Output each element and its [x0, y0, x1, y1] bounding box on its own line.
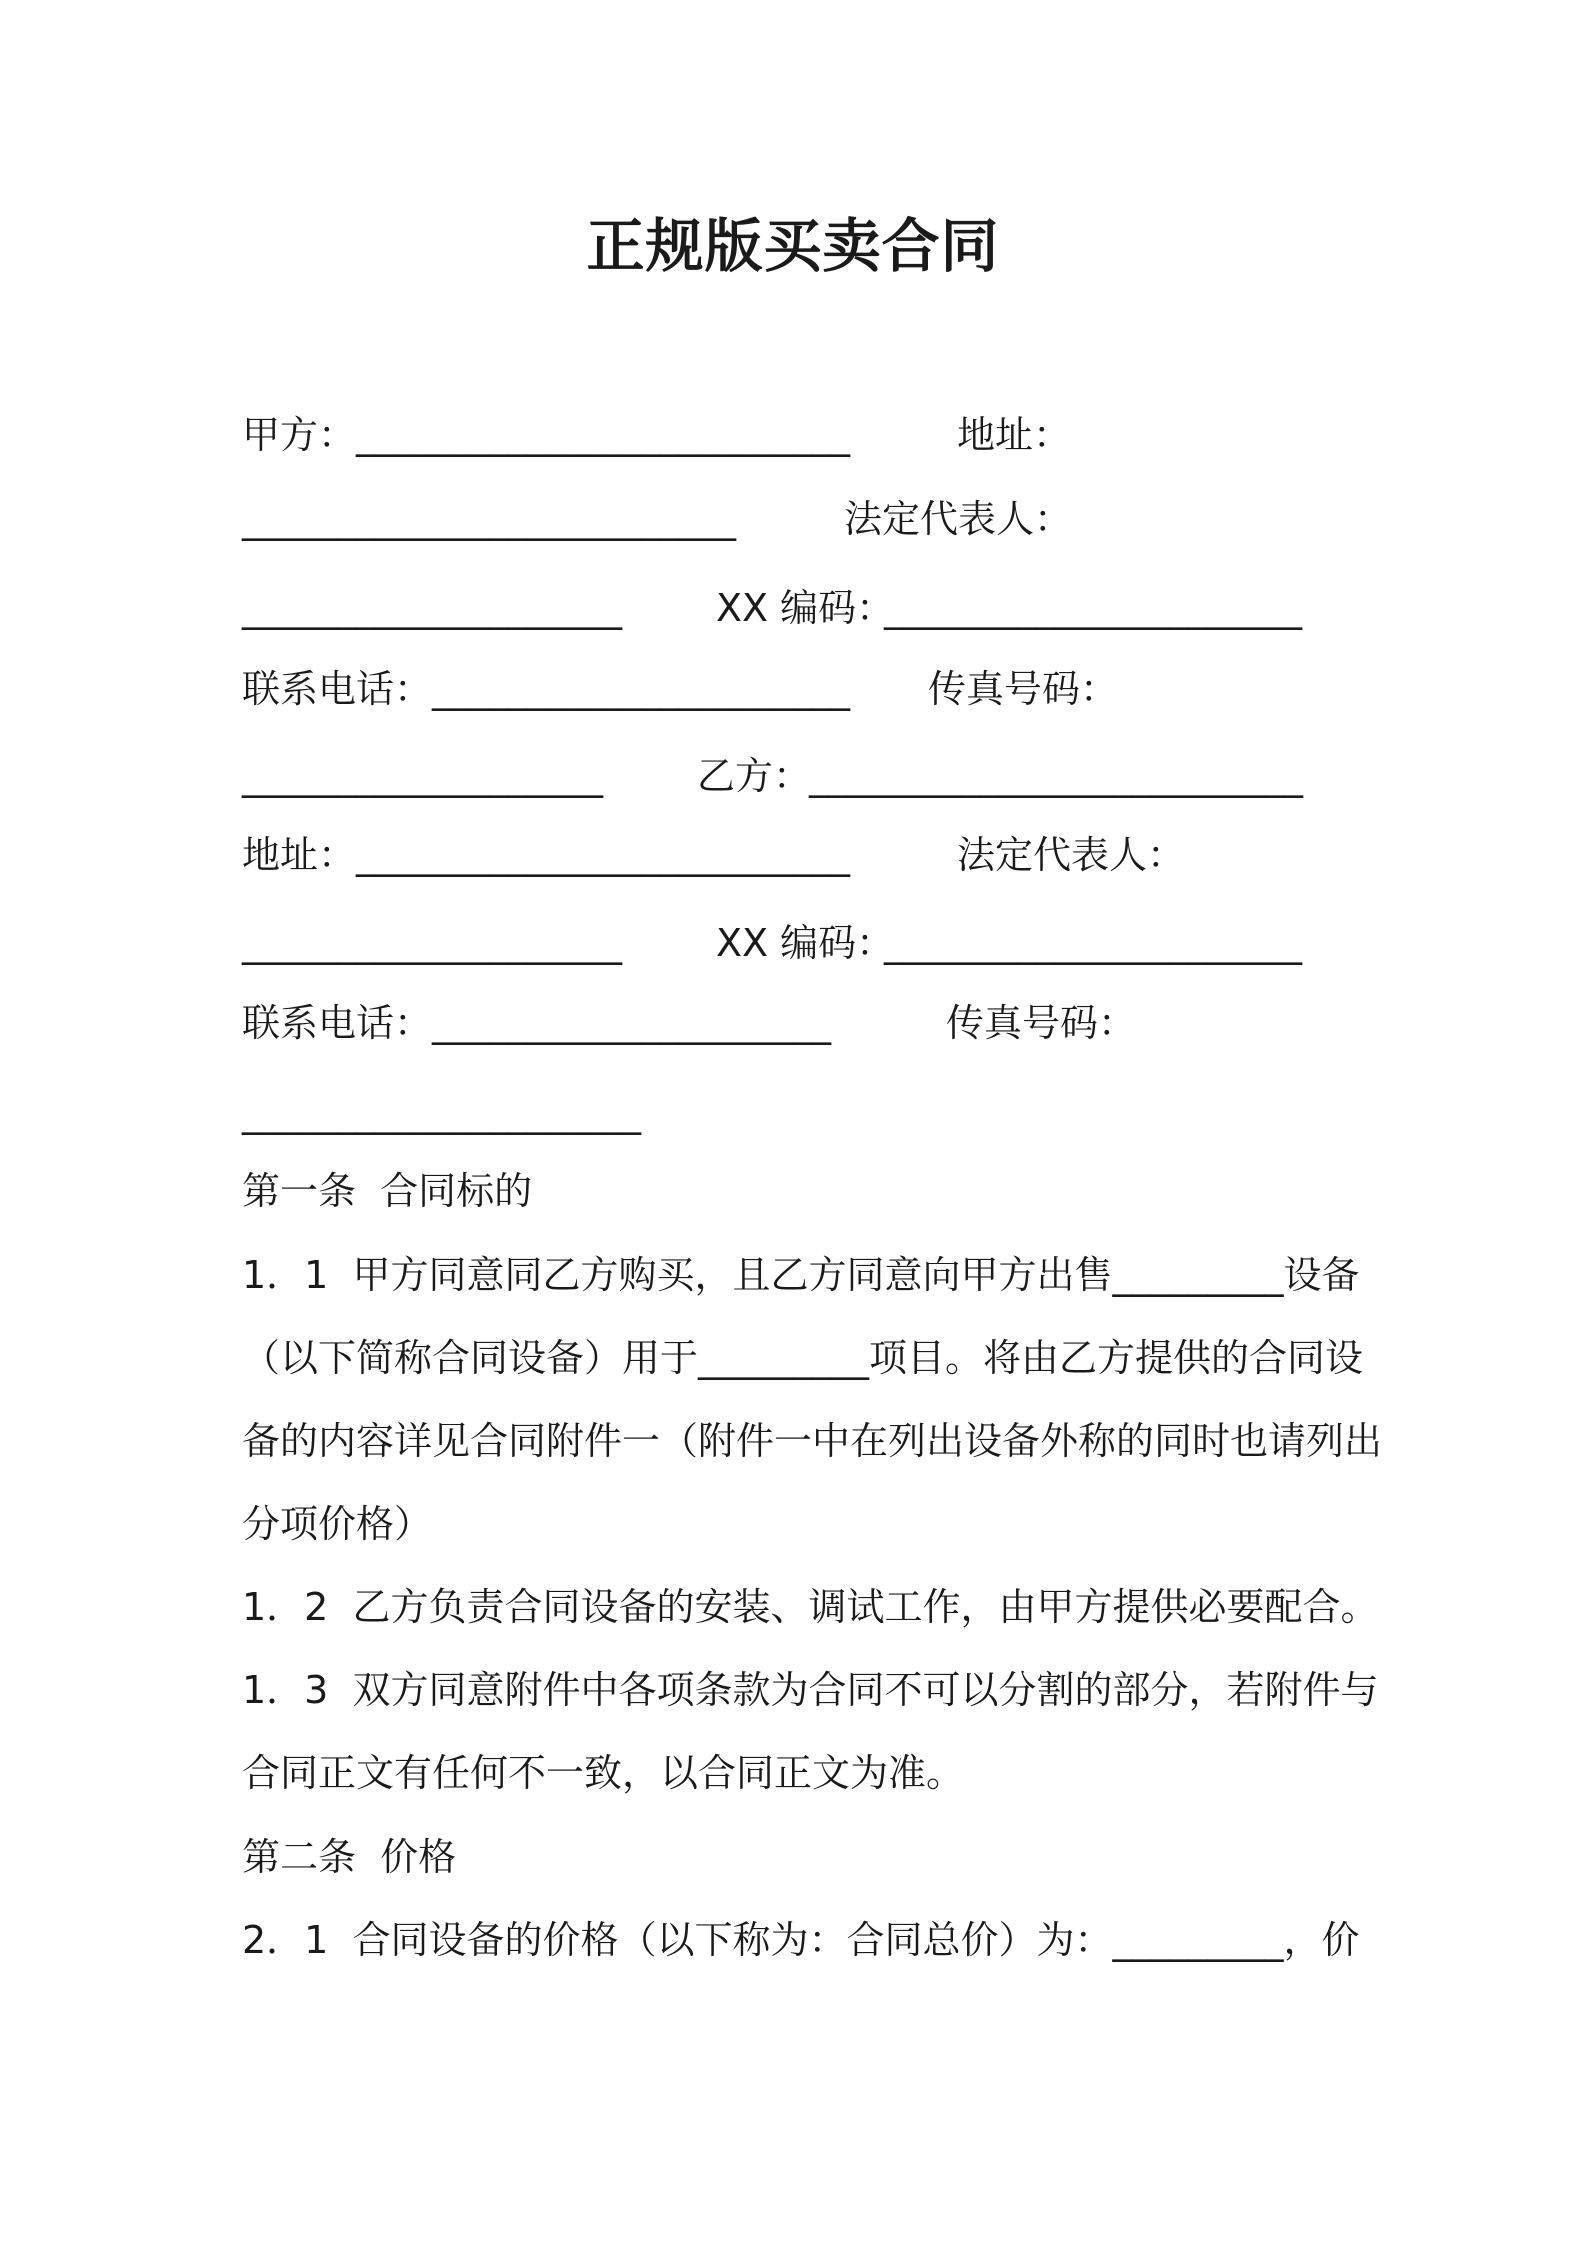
party-a-phone-label: 联系电话：: [242, 667, 433, 711]
party-b-label: 乙方：: [697, 754, 812, 798]
party-b-blank: __________________________: [809, 754, 1303, 798]
clause-1-3-line-1: 1．3 双方同意附件中各项条款为合同不可以分割的部分，若附件与: [242, 1668, 1379, 1712]
article-2-heading: 第二条 价格: [242, 1835, 457, 1879]
party-a-representative-label: 法定代表人：: [844, 497, 1073, 541]
party-b-representative-label: 法定代表人：: [957, 833, 1186, 877]
party-b-code-blank: ______________________: [884, 921, 1302, 965]
party-b-code-label: XX 编码：: [716, 921, 895, 965]
party-b-fax-blank: _____________________: [242, 1091, 641, 1135]
party-b-address-label: 地址：: [242, 833, 357, 877]
party-b-phone-label: 联系电话：: [242, 1001, 433, 1045]
clause-1-1-line-4: 分项价格）: [242, 1502, 433, 1546]
clause-1-2: 1．2 乙方负责合同设备的安装、调试工作，由甲方提供必要配合。: [242, 1585, 1379, 1629]
party-a-label: 甲方：: [242, 413, 357, 457]
document-title: 正规版买卖合同: [586, 212, 1000, 280]
clause-1-1-line-2: （以下简称合同设备）用于_________项目。将由乙方提供的合同设: [242, 1336, 1364, 1380]
party-b-phone-blank: _____________________: [432, 1001, 831, 1045]
clause-2-1-line-1: 2．1 合同设备的价格（以下称为：合同总价）为：_________，价: [242, 1918, 1360, 1962]
clause-1-3-line-2: 合同正文有任何不一致，以合同正文为准。: [242, 1751, 965, 1795]
party-a-fax-label: 传真号码：: [928, 667, 1119, 711]
party-a-phone-blank: ______________________: [432, 667, 850, 711]
party-a-address-blank: __________________________: [242, 497, 736, 541]
party-b-fax-label: 传真号码：: [946, 1001, 1137, 1045]
party-b-representative-blank: ____________________: [242, 921, 622, 965]
party-a-code-blank: ______________________: [884, 586, 1302, 630]
clause-1-1-line-3: 备的内容详见合同附件一（附件一中在列出设备外称的同时也请列出: [242, 1419, 1383, 1463]
party-a-representative-blank: ____________________: [242, 586, 622, 630]
party-a-blank: __________________________: [356, 413, 850, 457]
party-a-fax-blank: ___________________: [242, 754, 603, 798]
party-b-address-blank: __________________________: [356, 833, 850, 877]
party-a-code-label: XX 编码：: [716, 586, 895, 630]
party-a-address-label: 地址：: [957, 413, 1072, 457]
article-1-heading: 第一条 合同标的: [242, 1169, 533, 1213]
clause-1-1-line-1: 1．1 甲方同意同乙方购买，且乙方同意向甲方出售_________设备: [242, 1253, 1360, 1297]
